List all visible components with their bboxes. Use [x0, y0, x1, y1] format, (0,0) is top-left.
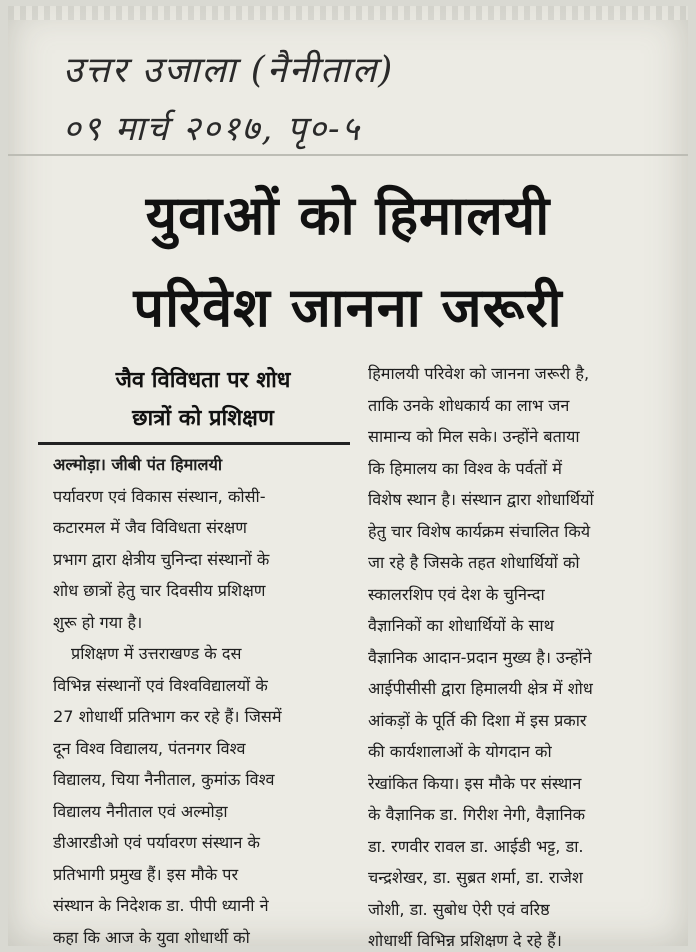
column1-line: कटारमल में जैव विविधता संरक्षण	[53, 518, 247, 537]
column1-line: दून विश्व विद्यालय, पंतनगर विश्व	[53, 738, 246, 758]
column2-line: सामान्य को मिल सके। उन्होंने बताया	[368, 427, 580, 446]
column2-line: डा. रणवीर रावल डा. आईडी भट्ट, डा.	[368, 836, 584, 856]
handwritten-date: ०९ मार्च २०१७, पृ०-५	[63, 109, 362, 149]
column1-line: अल्मोड़ा। जीबी पंत हिमालयी	[53, 455, 223, 474]
column1-line: विद्यालय नैनीताल एवं अल्मोड़ा	[53, 801, 228, 821]
column2-line: ताकि उनके शोधकार्य का लाभ जन	[368, 395, 570, 415]
column2-line: चन्द्रशेखर, डा. सुब्रत शर्मा, डा. राजेश	[368, 868, 583, 887]
column1-line: डीआरडीओ एवं पर्यावरण संस्थान के	[53, 833, 260, 852]
column2-line: शोधार्थी विभिन्न प्रशिक्षण दे रहे हैं।	[368, 931, 562, 950]
column2-line: वैज्ञानिकों का शोधार्थियों के साथ	[368, 616, 554, 635]
column1-line: कहा कि आज के युवा शोधार्थी को	[53, 927, 250, 947]
column1-line: पर्यावरण एवं विकास संस्थान, कोसी-	[53, 486, 266, 506]
column2-line: हेतु चार विशेष कार्यक्रम संचालित किये	[368, 521, 591, 541]
column2-line: हिमालयी परिवेश को जानना जरूरी है,	[368, 364, 590, 383]
column2-line: की कार्यशालाओं के योगदान को	[368, 742, 552, 761]
perforated-edge	[8, 6, 688, 20]
subheadline-rule	[38, 442, 350, 445]
column1-line: संस्थान के निदेशक डा. पीपी ध्यानी ने	[53, 896, 269, 915]
column1-line: विद्यालय, चिया नैनीताल, कुमांऊ विश्व	[53, 770, 275, 789]
column2-line: रेखांकित किया। इस मौके पर संस्थान	[368, 773, 582, 793]
handwritten-source: उत्तर उजाला (नैनीताल)	[63, 50, 395, 91]
headline-line-2: परिवेश जानना जरूरी	[133, 276, 563, 339]
subheadline-line-2: छात्रों को प्रशिक्षण	[132, 406, 274, 431]
headline-line-1: युवाओं को हिमालयी	[145, 184, 551, 247]
column1-line: शोध छात्रों हेतु चार दिवसीय प्रशिक्षण	[53, 581, 266, 600]
column2-line: विशेष स्थान है। संस्थान द्वारा शोधार्थियों	[368, 490, 594, 509]
column2-line: आईपीसीसी द्वारा हिमालयी क्षेत्र में शोध	[368, 679, 593, 698]
article-column-1	[53, 449, 351, 952]
subheadline-line-1: जैव विविधता पर शोध	[115, 368, 291, 393]
column2-line: वैज्ञानिक आदान-प्रदान मुख्य है। उन्होंने	[368, 647, 592, 667]
column1-line: 27 शोधार्थी प्रतिभाग कर रहे हैं। जिसमें	[53, 707, 282, 726]
column1-line: विभिन्न संस्थानों एवं विश्वविद्यालयों के	[53, 675, 268, 695]
fold-line	[8, 154, 688, 156]
column2-line: स्कालरशिप एवं देश के चुनिन्दा	[368, 584, 545, 604]
article-column-2	[368, 358, 682, 952]
column2-line: जा रहे है जिसके तहत शोधार्थियों को	[368, 553, 580, 572]
column2-line: के वैज्ञानिक डा. गिरीश नेगी, वैज्ञानिक	[368, 805, 586, 824]
newspaper-clipping	[8, 6, 688, 950]
column1-line: शुरू हो गया है।	[53, 612, 143, 632]
column2-line: आंकड़ों के पूर्ति की दिशा में इस प्रकार	[368, 710, 587, 730]
column2-line: जोशी, डा. सुबोध ऐरी एवं वरिष्ठ	[368, 899, 550, 919]
column2-line: कि हिमालय का विश्व के पर्वतों में	[368, 458, 562, 478]
column1-line: प्रतिभागी प्रमुख हैं। इस मौके पर	[53, 864, 239, 884]
column1-line: प्रशिक्षण में उत्तराखण्ड के दस	[71, 644, 242, 663]
column1-line: प्रभाग द्वारा क्षेत्रीय चुनिन्दा संस्थानों के	[53, 549, 270, 569]
